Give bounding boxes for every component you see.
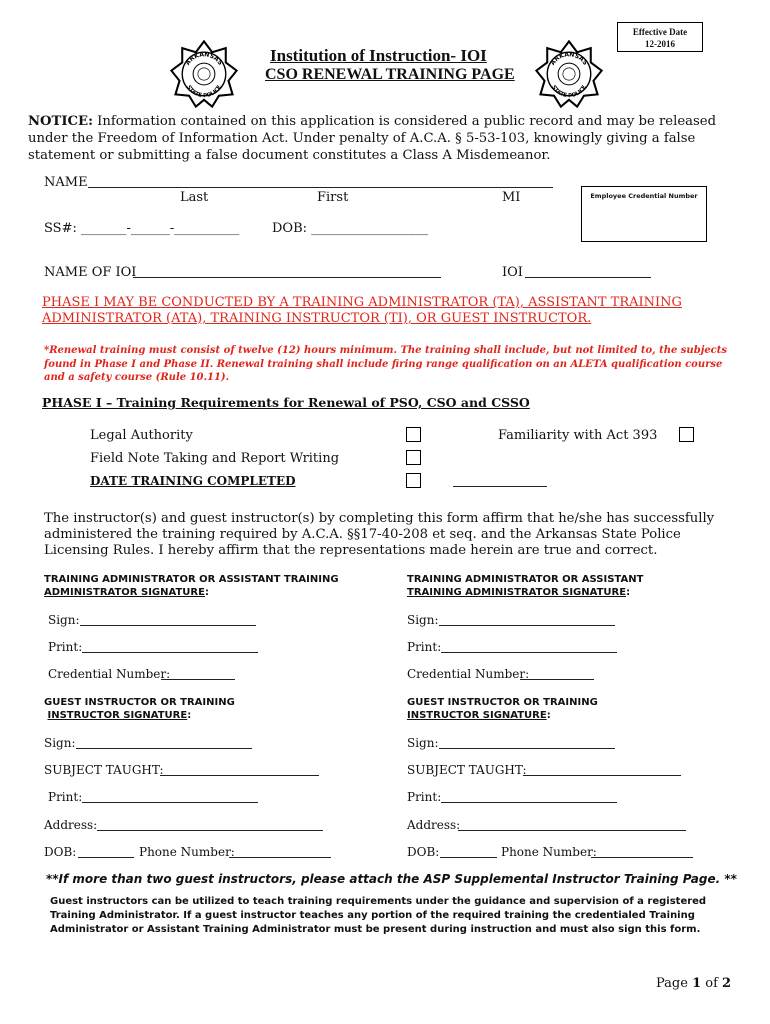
gi-left-print-label: Print:	[48, 790, 83, 804]
ta-left-credential-field[interactable]	[161, 679, 235, 680]
name-label: NAME	[44, 175, 88, 190]
field-notes-checkbox[interactable]	[406, 450, 421, 465]
ta-heading-right: TRAINING ADMINISTRATOR OR ASSISTANT TRAINING ADMINISTRATOR SIGNATURE:	[407, 574, 644, 598]
state-police-badge-right	[535, 40, 603, 108]
ta-left-sign-field[interactable]	[80, 625, 256, 626]
svg-text:STATE POLICE: STATE POLICE	[550, 84, 588, 100]
legal-authority-checkbox[interactable]	[406, 427, 421, 442]
date-completed-field[interactable]	[453, 486, 547, 487]
dob-field[interactable]: DOB: __________________	[272, 221, 429, 236]
gi-right-sign-field[interactable]	[439, 748, 615, 749]
guest-instructor-note: Guest instructors can be utilized to teach training requirements under the guidance and supervision of a registered Training Administrator. If a guest instructor teaches any portion of the required training the credentialed Training Administrator or Assistant Training Administrator must be present during instruction and must also sign this form.	[50, 896, 707, 935]
gi-right-phone-field[interactable]	[591, 857, 693, 858]
gi-right-subject-field[interactable]	[523, 775, 681, 776]
field-notes-label: Field Note Taking and Report Writing	[90, 451, 340, 466]
notice-paragraph	[28, 113, 740, 164]
date-completed-checkbox[interactable]	[406, 473, 421, 488]
ta-right-sign-field[interactable]	[439, 625, 615, 626]
ta-right-credential-field[interactable]	[520, 679, 594, 680]
gi-right-print-label: Print:	[407, 790, 442, 804]
svg-text:ARKANSAS: ARKANSAS	[549, 51, 589, 67]
ta-heading-left: TRAINING ADMINISTRATOR OR ASSISTANT TRAINING ADMINISTRATOR SIGNATURE:	[44, 574, 339, 598]
ta-right-credential-label: Credential Number:	[407, 667, 530, 681]
ta-right-sign-label: Sign:	[407, 613, 439, 627]
ta-left-print-label: Print:	[48, 640, 83, 654]
gi-left-subject-field[interactable]	[160, 775, 319, 776]
ioi-name-label: NAME OF IOI	[44, 265, 137, 280]
phase1-heading: PHASE I – Training Requirements for Renewal of PSO, CSO and CSSO	[42, 395, 530, 410]
ta-right-print-field[interactable]	[441, 652, 617, 653]
notice-text: Information contained on this application is considered a public record and may be released under the Freedom of Information Act. Under penalty of A.C.A. § 5-53-103, knowingly giving a false statement or submitting a false document constitutes a Class A Misdemeanor.	[28, 114, 717, 163]
employee-credential-label: Employee Credential Number	[590, 192, 698, 200]
gi-left-address-label: Address:	[44, 818, 98, 832]
act-393-checkbox[interactable]	[679, 427, 694, 442]
ioi-field[interactable]	[525, 277, 651, 278]
gi-heading-left: GUEST INSTRUCTOR OR TRAINING INSTRUCTOR SIGNATURE:	[44, 697, 235, 721]
gi-right-phone-label: Phone Number:	[501, 845, 597, 859]
form-title: Institution of Instruction- IOI	[270, 46, 487, 65]
svg-text:STATE POLICE: STATE POLICE	[185, 84, 223, 100]
name-first-caption: First	[317, 190, 349, 205]
gi-left-subject-label: SUBJECT TAUGHT:	[44, 763, 164, 777]
name-mi-caption: MI	[502, 190, 521, 205]
gi-right-address-field[interactable]	[458, 830, 686, 831]
ta-right-print-label: Print:	[407, 640, 442, 654]
ssn-field[interactable]: SS#: _______-______-__________	[44, 221, 240, 236]
gi-right-address-label: Address:	[407, 818, 461, 832]
gi-left-sign-field[interactable]	[76, 748, 252, 749]
effective-date-box	[617, 22, 703, 52]
gi-left-dob-field[interactable]	[78, 857, 134, 858]
gi-left-sign-label: Sign:	[44, 736, 76, 750]
gi-left-print-field[interactable]	[82, 802, 258, 803]
ta-left-credential-label: Credential Number:	[48, 667, 171, 681]
ta-left-sign-label: Sign:	[48, 613, 80, 627]
ioi-label: IOI	[502, 265, 523, 280]
ioi-name-field[interactable]	[133, 277, 441, 278]
gi-right-subject-label: SUBJECT TAUGHT:	[407, 763, 527, 777]
effective-date-value: 12-2016	[645, 39, 675, 49]
gi-right-sign-label: Sign:	[407, 736, 439, 750]
ta-left-print-field[interactable]	[82, 652, 258, 653]
page-number: Page 1 of 2	[656, 976, 732, 991]
form-subtitle: CSO RENEWAL TRAINING PAGE	[265, 66, 515, 83]
svg-text:ARKANSAS: ARKANSAS	[184, 51, 224, 67]
state-police-badge-left	[170, 40, 238, 108]
gi-right-dob-label: DOB:	[407, 845, 440, 859]
attach-supplemental-note: **If more than two guest instructors, please attach the ASP Supplemental Instructor Training Page. **	[46, 872, 737, 886]
gi-left-address-field[interactable]	[97, 830, 323, 831]
phase-conduct-notice: PHASE I MAY BE CONDUCTED BY A TRAINING ADMINISTRATOR (TA), ASSISTANT TRAINING ADMINISTRATOR (ATA), TRAINING INSTRUCTOR (TI), OR GUEST INSTRUCTOR.	[42, 295, 682, 326]
gi-left-phone-label: Phone Number:	[139, 845, 235, 859]
affirmation-paragraph: The instructor(s) and guest instructor(s) by completing this form affirm that he/she has successfully administered the training required by A.C.A. §§17-40-208 et seq. and the Arkansas State Police Licensing Rules. I hereby affirm that the representations made herein are true and correct.	[44, 511, 715, 558]
effective-date-label: Effective Date	[632, 27, 688, 37]
name-last-caption: Last	[180, 190, 209, 205]
gi-right-dob-field[interactable]	[440, 857, 497, 858]
name-field[interactable]	[88, 187, 553, 188]
employee-credential-box[interactable]	[581, 186, 707, 242]
gi-heading-right: GUEST INSTRUCTOR OR TRAINING INSTRUCTOR SIGNATURE:	[407, 697, 598, 721]
legal-authority-label: Legal Authority	[90, 428, 193, 443]
date-completed-label: DATE TRAINING COMPLETED	[90, 474, 296, 488]
gi-left-phone-field[interactable]	[229, 857, 331, 858]
renewal-requirements-note: *Renewal training must consist of twelve (12) hours minimum. The training shall include, but not limited to, the subjects found in Phase I and Phase II. Renewal training shall include firing range qualification on an ALETA qualification course and a safety course (Rule 10.11).	[44, 345, 728, 383]
act-393-label: Familiarity with Act 393	[498, 428, 658, 443]
gi-left-dob-label: DOB:	[44, 845, 77, 859]
gi-right-print-field[interactable]	[441, 802, 617, 803]
notice-label: NOTICE:	[28, 114, 93, 129]
